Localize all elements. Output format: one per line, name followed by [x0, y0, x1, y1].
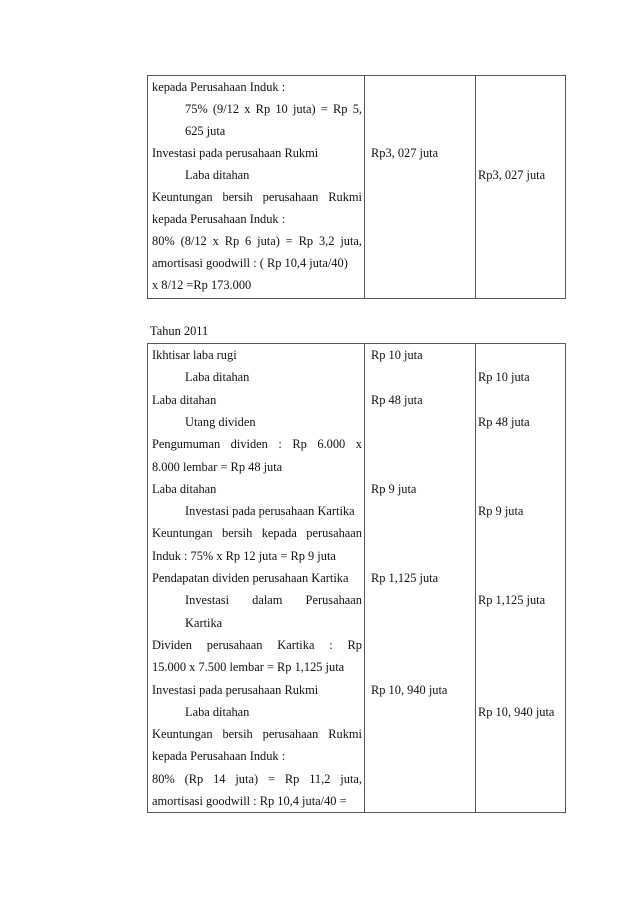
entry-description: 625 juta: [185, 124, 226, 138]
entry-description: Ikhtisar laba rugi: [152, 348, 237, 362]
entry-description: 80% (Rp 14 juta) = Rp 11,2 juta,: [152, 771, 362, 786]
table-row: [148, 120, 565, 142]
entry-credit: Rp 10 juta: [478, 370, 530, 385]
entry-description: Laba ditahan: [152, 481, 217, 496]
section-heading: Tahun 2011: [150, 324, 209, 338]
table-row: [148, 142, 565, 164]
table-row: [148, 230, 565, 252]
entry-description: Laba ditahan: [185, 370, 250, 385]
entry-credit: Rp 48 juta: [478, 414, 530, 429]
entry-description: Keuntungan bersih perusahaan Rukmi: [152, 727, 362, 742]
table-row: [148, 411, 565, 433]
entry-description: Keuntungan bersih kepada perusahaan: [152, 526, 362, 541]
entry-credit: Rp3, 027 juta: [478, 168, 546, 182]
entry-description: Utang dividen: [185, 414, 256, 429]
journal-table-2: [147, 343, 566, 813]
table-row: [148, 589, 565, 611]
table-row: [148, 98, 565, 120]
table-row: [148, 164, 565, 186]
table-row: [148, 274, 565, 296]
entry-description: 75% (9/12 x Rp 10 juta) = Rp 5,: [185, 102, 362, 116]
table-row: [148, 634, 565, 656]
table-row: [148, 723, 565, 745]
table-row: [148, 790, 565, 812]
entry-description: Investasi pada perusahaan Rukmi: [152, 146, 319, 160]
table-row: [148, 208, 565, 230]
entry-description: amortisasi goodwill : Rp 10,4 juta/40 =: [152, 794, 347, 808]
entry-description: Pendapatan dividen perusahaan Kartika: [152, 571, 349, 585]
table-row: [148, 656, 565, 678]
table-row: [148, 679, 565, 701]
journal-table-1: [147, 75, 566, 299]
entry-description: Induk : 75% x Rp 12 juta = Rp 9 juta: [152, 548, 336, 563]
table-row: [148, 612, 565, 634]
table-row: [148, 456, 565, 478]
entry-description: Investasi pada perusahaan Kartika: [185, 504, 355, 519]
entry-credit: Rp 10, 940 juta: [478, 704, 555, 719]
entry-debit: Rp3, 027 juta: [371, 146, 439, 160]
table-row: [148, 76, 565, 98]
table-row: [148, 366, 565, 388]
entry-description: kepada Perusahaan Induk :: [152, 212, 286, 226]
table-row: [148, 252, 565, 274]
entry-description: 80% (8/12 x Rp 6 juta) = Rp 3,2 juta,: [152, 234, 362, 248]
entry-debit: Rp 48 juta: [371, 392, 423, 407]
entry-description: Pengumuman dividen : Rp 6.000 x: [152, 437, 362, 452]
entry-description: Keuntungan bersih perusahaan Rukmi: [152, 190, 362, 204]
table-row: [148, 545, 565, 567]
entry-credit: Rp 1,125 juta: [478, 593, 546, 608]
entry-description: Laba ditahan: [152, 392, 217, 407]
entry-description: Dividen perusahaan Kartika : Rp: [152, 637, 362, 652]
entry-description: Investasi pada perusahaan Rukmi: [152, 682, 319, 697]
entry-debit: Rp 10 juta: [371, 348, 423, 362]
entry-debit: Rp 10, 940 juta: [371, 682, 448, 697]
entry-description: kepada Perusahaan Induk :: [152, 749, 286, 764]
table-row: [148, 500, 565, 522]
entry-description: amortisasi goodwill : ( Rp 10,4 juta/40): [152, 256, 348, 270]
table-row: [148, 745, 565, 767]
table-row: [148, 701, 565, 723]
entry-debit: Rp 1,125 juta: [371, 571, 439, 585]
entry-description: 15.000 x 7.500 lembar = Rp 1,125 juta: [152, 660, 345, 675]
entry-description: Kartika: [185, 615, 223, 630]
entry-description: 8.000 lembar = Rp 48 juta: [152, 459, 283, 474]
table-row: [148, 478, 565, 500]
table-row: [148, 567, 565, 589]
entry-description: Laba ditahan: [185, 704, 250, 719]
entry-description: x 8/12 =Rp 173.000: [152, 278, 252, 292]
entry-description: kepada Perusahaan Induk :: [152, 80, 286, 94]
table-row: [148, 522, 565, 544]
entry-credit: Rp 9 juta: [478, 504, 524, 519]
table-row: [148, 768, 565, 790]
entry-description: Investasi dalam Perusahaan: [185, 593, 362, 608]
entry-debit: Rp 9 juta: [371, 481, 417, 496]
table-row: [148, 433, 565, 455]
table-row: [148, 186, 565, 208]
table-row: [148, 389, 565, 411]
table-row: [148, 344, 565, 366]
entry-description: Laba ditahan: [185, 168, 250, 182]
